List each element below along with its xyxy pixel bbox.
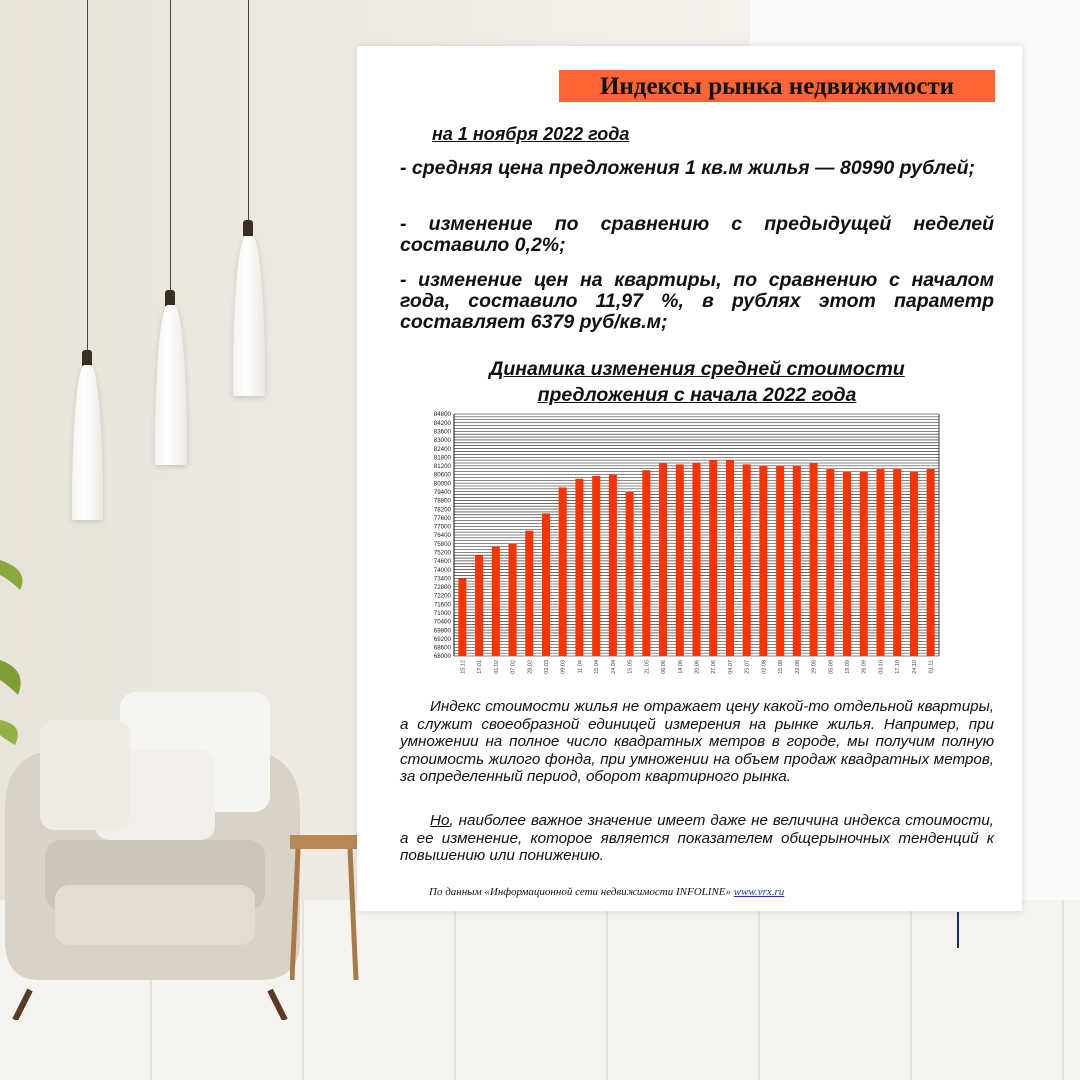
bar	[692, 463, 700, 656]
y-tick-label: 71000	[433, 609, 451, 617]
bar	[759, 466, 767, 656]
lamp-cord	[170, 0, 171, 290]
weekly-change-line: - изменение по сравнению с предыдущей неделей составило 0,2%;	[400, 213, 994, 256]
x-tick-label: 14.06	[677, 660, 684, 674]
report-date: на 1 ноября 2022 года	[432, 124, 630, 144]
bar	[475, 555, 483, 656]
y-tick-label: 74000	[433, 566, 451, 574]
y-tick-label: 79400	[433, 488, 451, 496]
paragraph-lead-word: Но	[430, 812, 450, 829]
y-tick-label: 68000	[433, 653, 451, 661]
paragraph-index-importance	[400, 812, 994, 865]
y-tick-label: 72800	[433, 584, 451, 592]
y-tick-label: 84200	[433, 419, 451, 427]
y-tick-label: 74600	[433, 558, 451, 566]
lamp-socket	[165, 290, 175, 306]
y-tick-label: 77000	[433, 523, 451, 531]
avg-price-line: - средняя цена предложения 1 кв.м жилья — 80990 рублей;	[400, 157, 976, 179]
x-tick-label: 22.08	[794, 660, 801, 674]
ytd-change-line: - изменение цен на квартиры, по сравнению с началом года, составило 11,97 %, в рублях этот параметр составляет 6379 руб/кв.м;	[400, 269, 994, 333]
y-tick-label: 82400	[433, 445, 451, 453]
x-tick-label: 24.04	[610, 660, 617, 674]
side-table	[290, 835, 360, 980]
bar	[642, 470, 650, 656]
bar	[542, 513, 550, 656]
source-link[interactable]: www.vrx.ru	[733, 886, 785, 898]
x-tick-label: 11.04	[577, 660, 584, 674]
x-tick-label: 09.03	[560, 660, 567, 674]
bar	[709, 460, 717, 656]
bar	[592, 476, 600, 656]
y-tick-label: 84800	[433, 411, 451, 419]
x-tick-label: 15.04	[594, 660, 601, 674]
document-page	[357, 46, 1022, 911]
y-tick-label: 83600	[433, 428, 451, 436]
y-tick-label: 80000	[433, 480, 451, 488]
x-tick-label: 02.03	[543, 660, 550, 674]
y-tick-label: 81200	[433, 463, 451, 471]
y-tick-label: 70400	[433, 618, 451, 626]
bar	[626, 492, 634, 656]
y-tick-label: 78200	[433, 506, 451, 514]
x-tick-label: 26.09	[861, 660, 868, 674]
y-tick-label: 83000	[433, 437, 451, 445]
bar	[927, 469, 935, 656]
y-tick-label: 75800	[433, 540, 451, 548]
x-tick-label: 15.12	[460, 660, 467, 674]
y-tick-label: 68600	[433, 644, 451, 652]
y-tick-label: 73400	[433, 575, 451, 583]
bar	[525, 531, 533, 656]
x-tick-label: 29.08	[811, 660, 818, 674]
y-tick-label: 76400	[433, 532, 451, 540]
bar	[726, 460, 734, 656]
x-tick-label: 04.07	[727, 660, 734, 674]
lamp-cord	[248, 0, 249, 220]
paragraph-rest: , наиболее важное значение имеет даже не величина индекса стоимости, а ее изменение, которое является показателем общерыночных тенденций к повышению или понижению.	[400, 812, 994, 864]
source-footnote	[429, 886, 784, 898]
x-tick-label: 07.02	[510, 660, 517, 674]
x-tick-label: 27.06	[711, 660, 718, 674]
bar	[575, 479, 583, 656]
y-tick-label: 81800	[433, 454, 451, 462]
x-tick-label: 06.06	[661, 660, 668, 674]
lamp-socket	[82, 350, 92, 366]
y-tick-label: 69200	[433, 635, 451, 643]
bar	[776, 466, 784, 656]
x-tick-label: 01.02	[493, 660, 500, 674]
lamp-cord	[87, 0, 88, 350]
chart-title-line2: предложения с начала 2022 года	[537, 384, 857, 406]
x-tick-label: 17.10	[895, 660, 902, 674]
bar	[492, 547, 500, 656]
bar	[876, 469, 884, 656]
bar	[843, 472, 851, 656]
x-tick-label: 21.05	[644, 660, 651, 674]
x-tick-label: 01.11	[928, 660, 935, 674]
x-tick-label: 20.06	[694, 660, 701, 674]
x-tick-label: 19.09	[845, 660, 852, 674]
x-tick-label: 28.02	[527, 660, 534, 674]
page-title: Индексы рынка недвижимости	[599, 73, 955, 100]
bar	[810, 463, 818, 656]
bar	[860, 472, 868, 656]
bar	[676, 464, 684, 656]
x-tick-label: 05.09	[828, 660, 835, 674]
y-tick-label: 72200	[433, 592, 451, 600]
bar	[559, 487, 567, 656]
bar	[893, 469, 901, 656]
bar	[910, 472, 918, 656]
bar	[509, 544, 517, 656]
x-tick-label: 15.05	[627, 660, 634, 674]
armchair	[0, 690, 330, 1020]
y-tick-label: 78800	[433, 497, 451, 505]
lamp-socket	[243, 220, 253, 236]
y-tick-label: 75200	[433, 549, 451, 557]
y-tick-label: 69800	[433, 627, 451, 635]
x-tick-label: 02.08	[761, 660, 768, 674]
bar	[826, 469, 834, 656]
footnote-text: По данным «Информационной сети недвижимости INFOLINE»	[429, 886, 734, 898]
x-tick-label: 15.08	[778, 660, 785, 674]
x-tick-label: 25.07	[744, 660, 751, 674]
price-bar-chart	[419, 406, 944, 706]
x-tick-label: 03.10	[878, 660, 885, 674]
y-tick-label: 80600	[433, 471, 451, 479]
y-tick-label: 77600	[433, 514, 451, 522]
paragraph-index-explanation: Индекс стоимости жилья не отражает цену какой-то отдельной квартиры, а служит своеобразной единицей измерения на рынке жилья. Например, при умножении на полное число квадратных метров в городе, мы получим полную стоимость жилого фонда, при умножении на объем продаж квадратных метров, за определенный период, оборот квартирного рынка.	[400, 698, 994, 785]
x-tick-label: 24.10	[911, 660, 918, 674]
bar	[659, 463, 667, 656]
chart-title-line1: Динамика изменения средней стоимости	[489, 358, 905, 380]
x-tick-label: 17.01	[477, 660, 484, 674]
bar	[458, 578, 466, 656]
accent-line	[957, 912, 959, 948]
bar	[793, 466, 801, 656]
title-banner	[559, 70, 995, 102]
bar	[743, 464, 751, 656]
bar	[609, 475, 617, 657]
y-tick-label: 71600	[433, 601, 451, 609]
